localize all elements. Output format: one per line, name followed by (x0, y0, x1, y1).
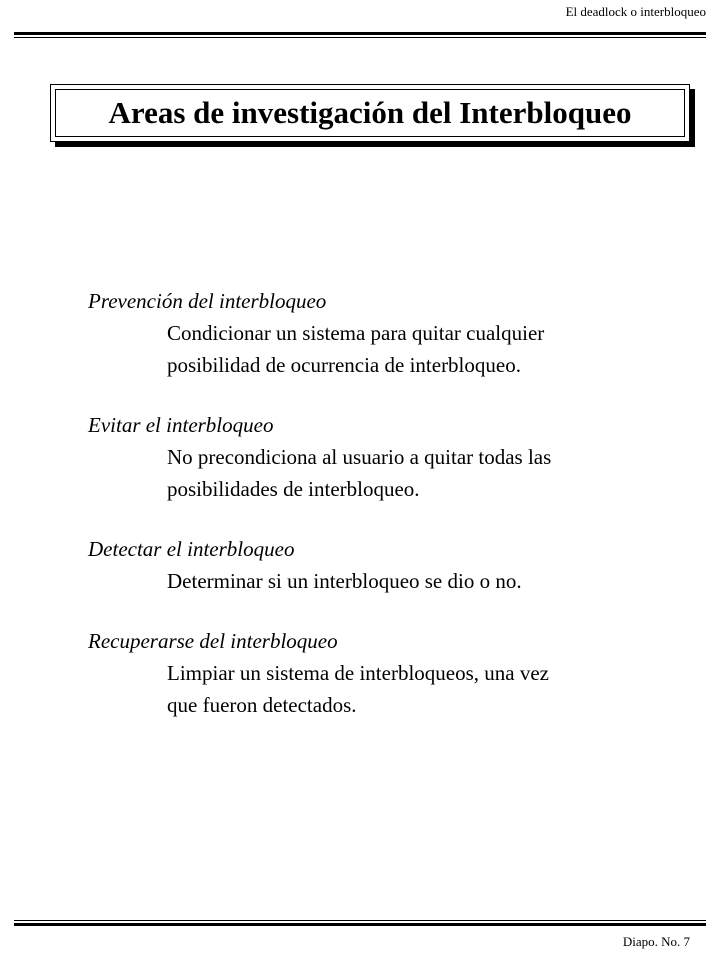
section-heading: Evitar el interbloqueo (88, 413, 274, 437)
section-description (167, 441, 708, 505)
section-prevention (88, 285, 708, 381)
slide-number: Diapo. No. 7 (622, 934, 690, 949)
slide-content (88, 285, 708, 749)
section-description (167, 317, 708, 381)
footer-divider (14, 920, 706, 926)
section-avoidance (88, 409, 708, 505)
section-heading: Recuperarse del interbloqueo (88, 629, 338, 653)
section-description (167, 565, 708, 597)
slide-title: Areas de investigación del Interbloqueo (108, 95, 632, 130)
description-line: Condicionar un sistema para quitar cualquier (167, 321, 545, 345)
description-line: posibilidad de ocurrencia de interbloqueo. (167, 353, 521, 377)
running-header: El deadlock o interbloqueo (565, 4, 706, 19)
section-description (167, 657, 708, 721)
section-heading: Prevención del interbloqueo (88, 289, 327, 313)
section-detection (88, 533, 708, 597)
description-line: Determinar si un interbloqueo se dio o no. (167, 569, 522, 593)
section-heading: Detectar el interbloqueo (88, 537, 295, 561)
description-line: posibilidades de interbloqueo. (167, 477, 420, 501)
description-line: No precondiciona al usuario a quitar todas las (167, 445, 552, 469)
description-line: que fueron detectados. (167, 693, 357, 717)
description-line: Limpiar un sistema de interbloqueos, una vez (167, 661, 549, 685)
header-divider (14, 32, 706, 38)
section-recovery (88, 625, 708, 721)
title-box (50, 84, 690, 142)
